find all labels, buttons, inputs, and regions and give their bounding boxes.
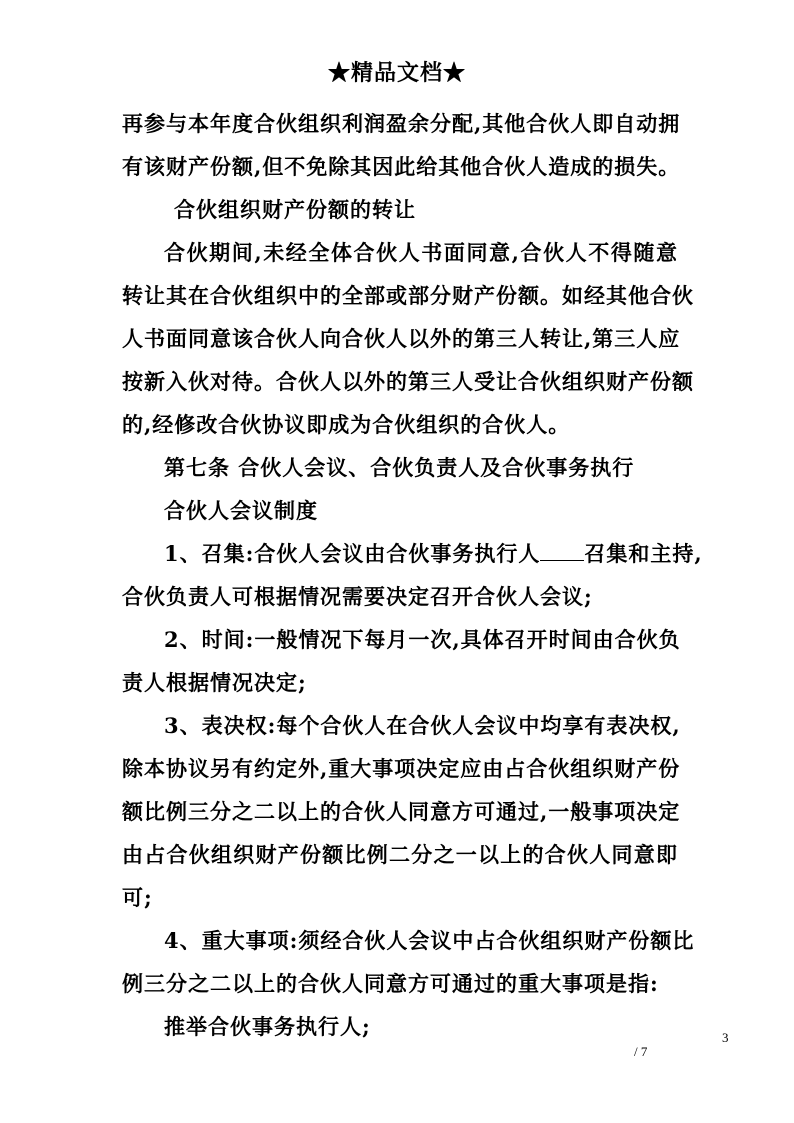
- body-line: 2、时间:一般情况下每月一次,具体召开时间由合伙负: [164, 627, 681, 652]
- body-line: 再参与本年度合伙组织利润盈余分配,其他合伙人即自动拥: [122, 111, 681, 136]
- body-line: 有该财产份额,但不免除其因此给其他合伙人造成的损失。: [122, 154, 681, 179]
- body-line: 3、表决权:每个合伙人在合伙人会议中均享有表决权,: [164, 713, 681, 738]
- document-body: [122, 104, 703, 1046]
- body-line: 人书面同意该合伙人向合伙人以外的第三人转让,第三人应: [122, 326, 681, 351]
- body-line: 由占合伙组织财产份额比例二分之一以上的合伙人同意即: [122, 842, 678, 867]
- section-heading: 合伙组织财产份额的转让: [174, 197, 416, 222]
- body-line: 合伙期间,未经全体合伙人书面同意,合伙人不得随意: [164, 240, 678, 265]
- article-heading: 第七条 合伙人会议、合伙负责人及合伙事务执行: [164, 455, 635, 480]
- page-header-title: ★精品文档★: [327, 60, 466, 86]
- body-line: 合伙负责人可根据情况需要决定召开合伙人会议;: [122, 584, 593, 609]
- body-line: 例三分之二以上的合伙人同意方可通过的重大事项是指:: [122, 971, 659, 996]
- blank-fill-line: [540, 542, 584, 561]
- page-total: / 7: [634, 1044, 648, 1059]
- body-line-part: 1、召集:合伙人会议由合伙事务执行人: [164, 541, 541, 566]
- body-line: 除本协议另有约定外,重大事项决定应由占合伙组织财产份: [122, 756, 681, 781]
- section-heading: 合伙人会议制度: [164, 498, 318, 523]
- body-line-part: 召集和主持,: [584, 541, 703, 566]
- body-line: 4、重大事项:须经合伙人会议中占合伙组织财产份额比: [164, 928, 695, 953]
- body-line: 的,经修改合伙协议即成为合伙组织的合伙人。: [122, 412, 571, 437]
- page-number: 3: [722, 1030, 729, 1045]
- body-line: [122, 534, 703, 573]
- body-line: 额比例三分之二以上的合伙人同意方可通过,一般事项决定: [122, 799, 681, 824]
- body-line: 责人根据情况决定;: [122, 670, 307, 695]
- body-line: 推举合伙事务执行人;: [164, 1014, 371, 1039]
- body-line: 按新入伙对待。合伙人以外的第三人受让合伙组织财产份额: [122, 369, 694, 394]
- body-line: 转让其在合伙组织中的全部或部分财产份额。如经其他合伙: [122, 283, 694, 308]
- body-line: 可;: [122, 885, 153, 910]
